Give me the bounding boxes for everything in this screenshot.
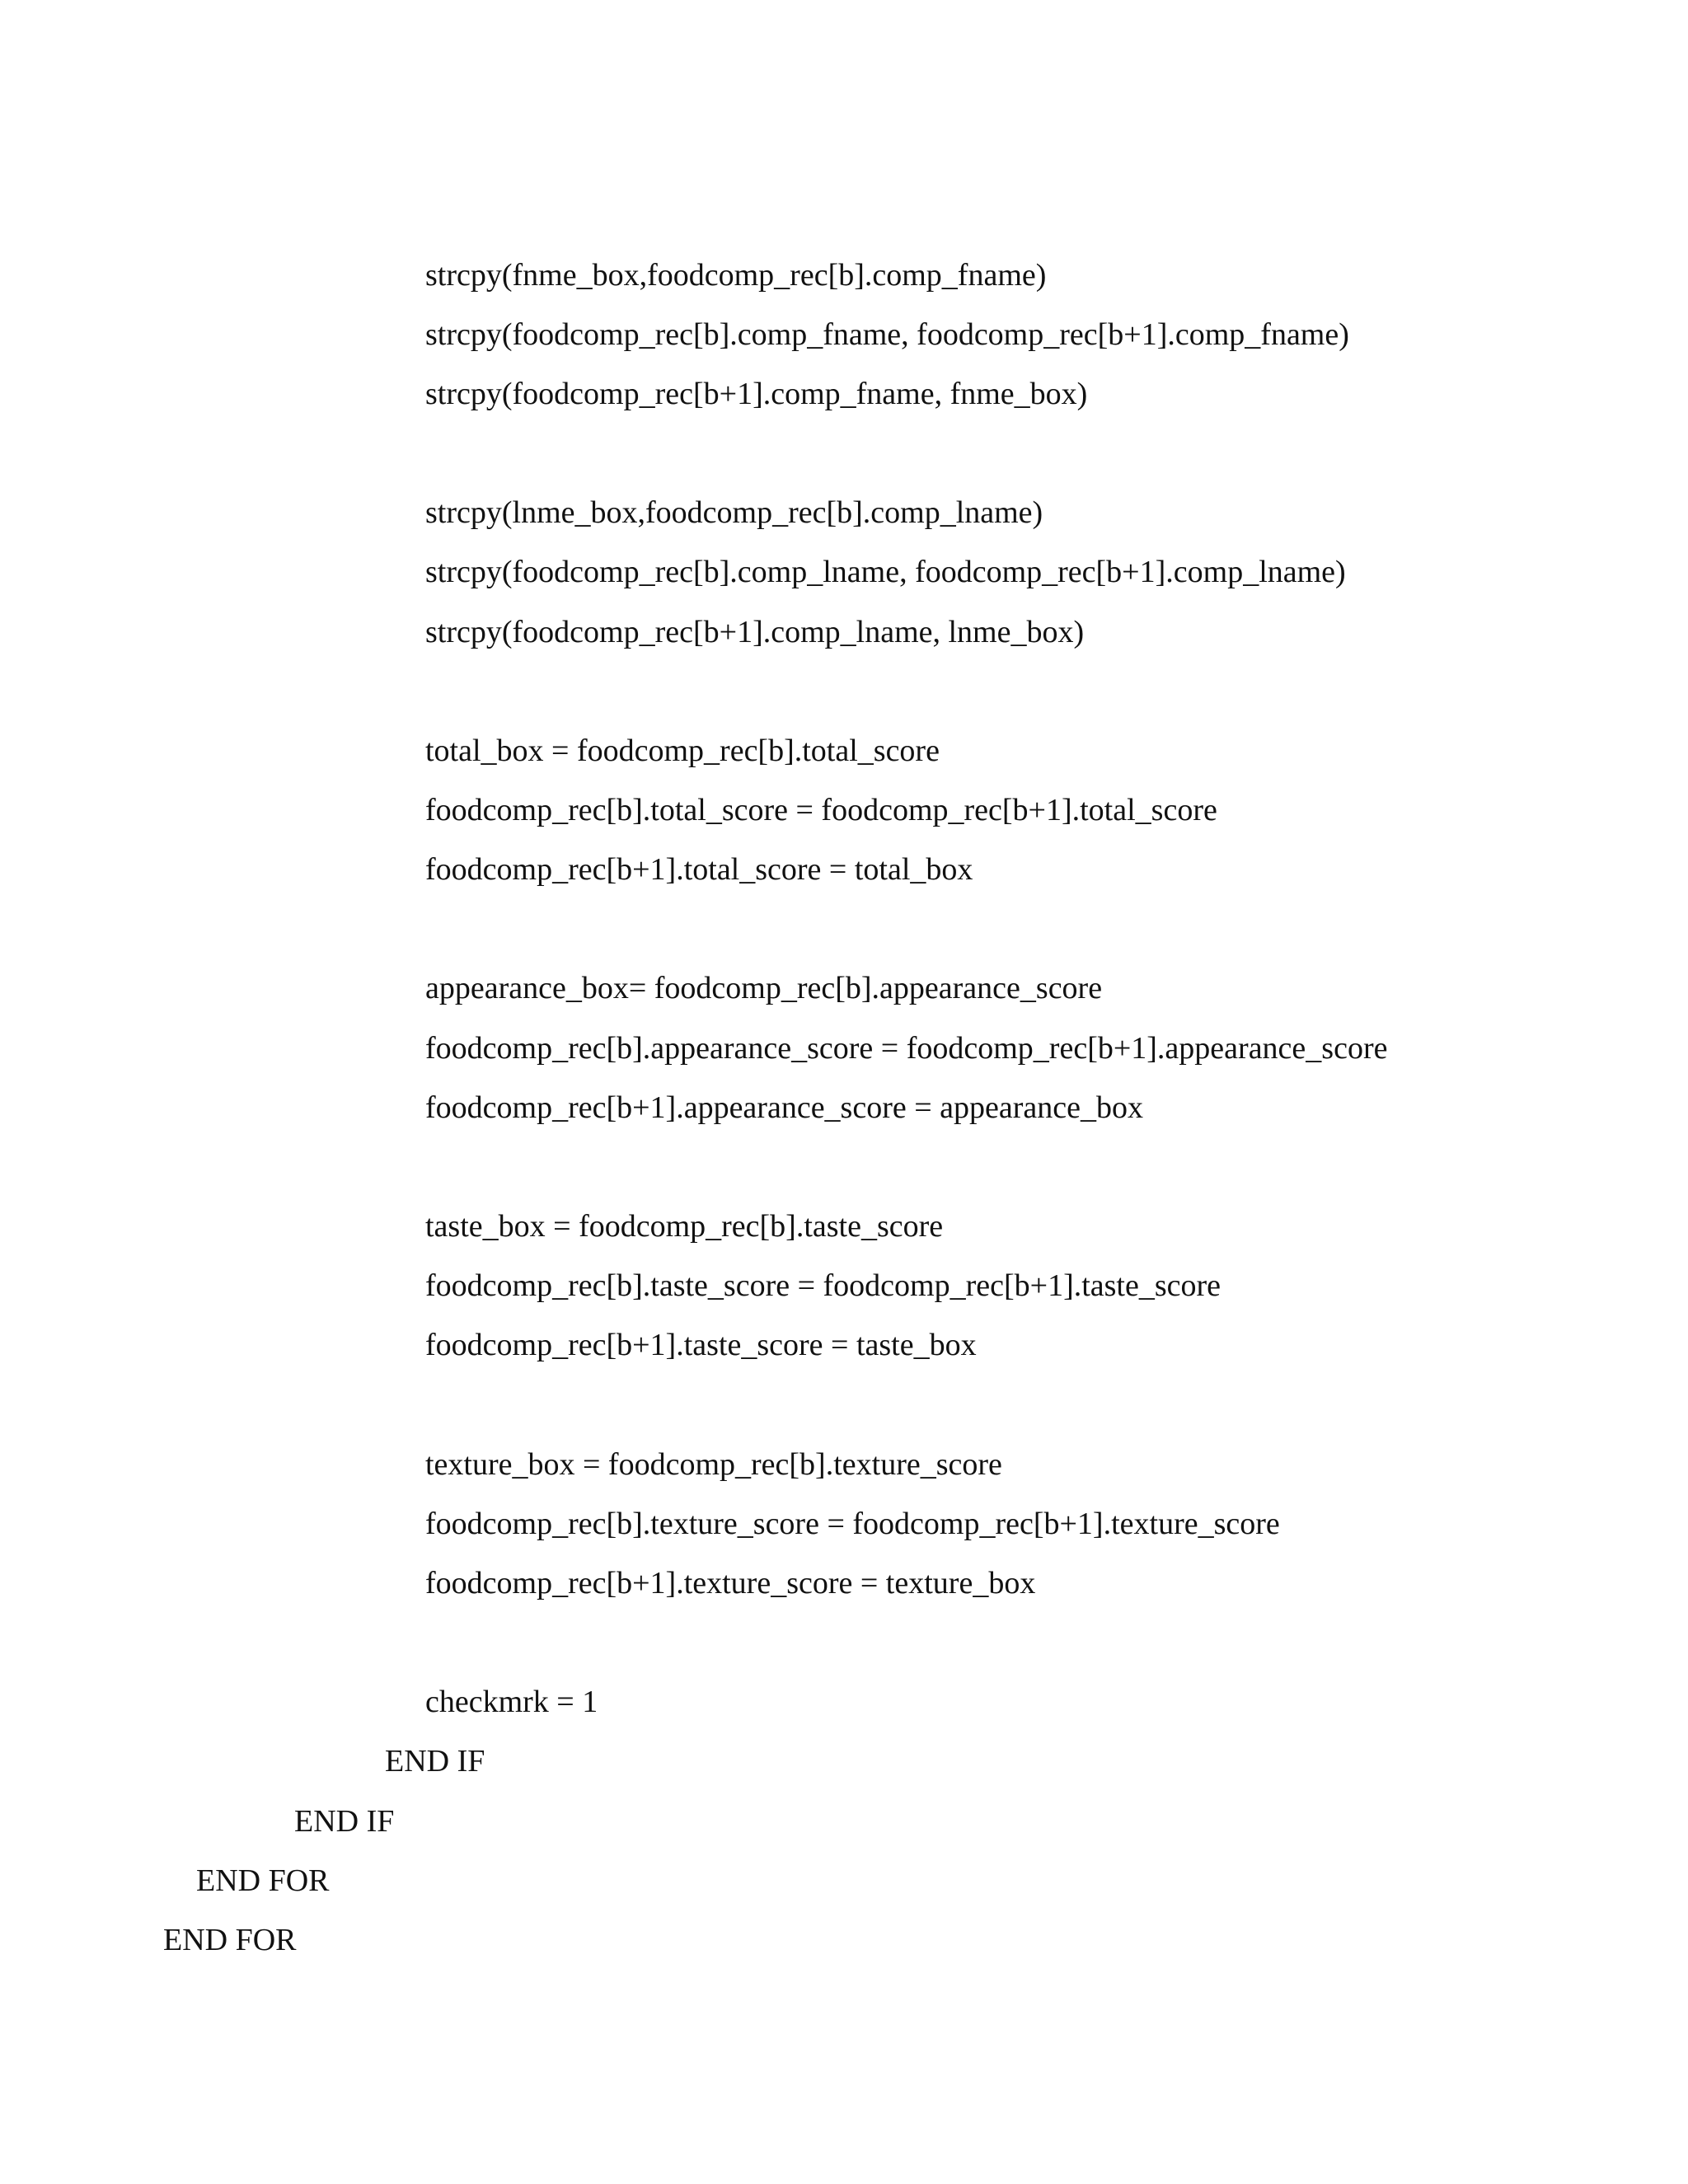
code-line: foodcomp_rec[b].total_score = foodcomp_rec[b+1].total_score: [425, 793, 1217, 827]
code-line: foodcomp_rec[b].taste_score = foodcomp_rec[b+1].taste_score: [425, 1268, 1221, 1303]
code-line: foodcomp_rec[b+1].taste_score = taste_box: [425, 1328, 977, 1362]
code-line: strcpy(foodcomp_rec[b].comp_fname, foodcomp_rec[b+1].comp_fname): [425, 317, 1349, 352]
code-line: END FOR: [163, 1923, 297, 1957]
code-line: strcpy(fnme_box,foodcomp_rec[b].comp_fname): [425, 258, 1047, 293]
code-line: END IF: [385, 1744, 485, 1779]
code-line: foodcomp_rec[b].appearance_score = foodcomp_rec[b+1].appearance_score: [425, 1031, 1388, 1066]
code-line: appearance_box= foodcomp_rec[b].appearance_score: [425, 971, 1103, 1005]
code-line: texture_box = foodcomp_rec[b].texture_score: [425, 1447, 1002, 1482]
code-line: taste_box = foodcomp_rec[b].taste_score: [425, 1209, 944, 1244]
code-line: END IF: [294, 1804, 395, 1839]
code-line: foodcomp_rec[b+1].appearance_score = appearance_box: [425, 1090, 1144, 1125]
code-line: strcpy(lnme_box,foodcomp_rec[b].comp_lname): [425, 495, 1043, 530]
code-line: strcpy(foodcomp_rec[b+1].comp_fname, fnme_box): [425, 377, 1088, 411]
code-line: strcpy(foodcomp_rec[b+1].comp_lname, lnme_box): [425, 615, 1085, 649]
code-line: foodcomp_rec[b].texture_score = foodcomp_rec[b+1].texture_score: [425, 1507, 1280, 1541]
code-line: strcpy(foodcomp_rec[b].comp_lname, foodcomp_rec[b+1].comp_lname): [425, 555, 1346, 589]
code-line: foodcomp_rec[b+1].texture_score = texture_box: [425, 1566, 1036, 1601]
code-line: total_box = foodcomp_rec[b].total_score: [425, 733, 940, 768]
code-line: foodcomp_rec[b+1].total_score = total_box: [425, 852, 973, 887]
code-line: checkmrk = 1: [425, 1685, 598, 1719]
code-line: END FOR: [196, 1863, 330, 1898]
